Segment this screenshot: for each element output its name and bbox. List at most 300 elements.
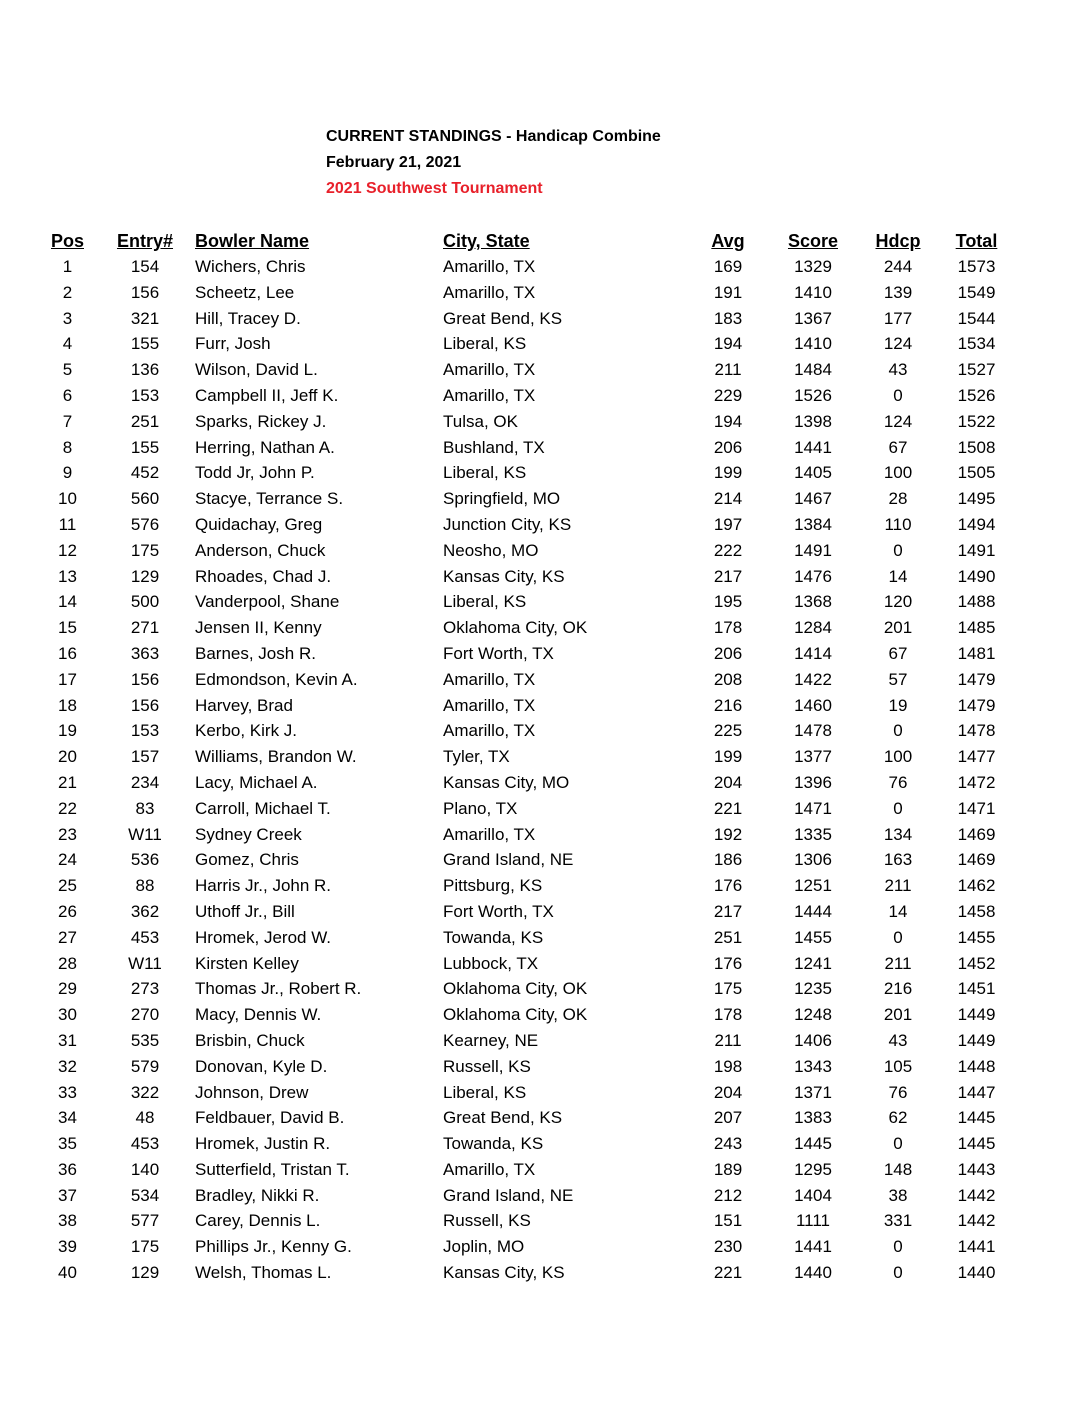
total-cell: 1462 (957, 876, 996, 896)
pos-cell: 37 (58, 1185, 77, 1205)
avg-cell: 229 (713, 385, 743, 405)
hdcp-cell: 105 (883, 1056, 913, 1076)
col-header-pos: Pos (50, 231, 84, 251)
table-row (40, 925, 1010, 951)
avg-cell: 214 (713, 489, 743, 509)
avg-cell: 169 (713, 257, 743, 276)
avg-cell: 208 (713, 669, 743, 689)
score-cell: 1476 (794, 566, 832, 586)
hdcp-cell: 216 (883, 979, 913, 999)
total-cell: 1449 (957, 1030, 996, 1050)
city-state-cell: Amarillo, TX (443, 669, 536, 689)
total-cell: 1472 (957, 772, 996, 792)
table-row (40, 564, 1010, 590)
table-row (40, 486, 1010, 512)
score-cell: 1422 (794, 669, 832, 689)
avg-cell: 186 (713, 850, 743, 870)
pos-cell: 33 (58, 1082, 77, 1102)
bowler-name-cell: Bradley, Nikki R. (195, 1185, 320, 1205)
entry-cell: 83 (135, 798, 155, 818)
hdcp-cell: 57 (888, 669, 908, 689)
bowler-name-cell: Uthoff Jr., Bill (195, 901, 295, 921)
entry-cell: 500 (130, 592, 160, 612)
table-row (40, 796, 1010, 822)
pos-cell: 17 (58, 669, 77, 689)
hdcp-cell: 0 (893, 1263, 903, 1283)
entry-cell: 140 (130, 1159, 160, 1179)
avg-cell: 243 (713, 1134, 743, 1154)
total-cell: 1495 (957, 489, 996, 509)
score-cell: 1414 (794, 643, 832, 663)
table-row (40, 589, 1010, 615)
bowler-name-cell: Hromek, Jerod W. (195, 927, 332, 947)
entry-cell: W11 (128, 824, 162, 844)
entry-cell: W11 (128, 953, 162, 973)
entry-cell: 271 (130, 618, 160, 638)
avg-cell: 251 (713, 927, 743, 947)
total-cell: 1442 (957, 1185, 996, 1205)
hdcp-cell: 201 (883, 618, 913, 638)
bowler-name-cell: Barnes, Josh R. (195, 643, 316, 663)
total-cell: 1505 (957, 463, 996, 483)
avg-cell: 207 (713, 1108, 743, 1128)
total-cell: 1469 (957, 850, 996, 870)
avg-cell: 195 (713, 592, 743, 612)
hdcp-cell: 0 (893, 927, 903, 947)
table-row (40, 512, 1010, 538)
col-header-avg: Avg (711, 231, 745, 251)
city-state-cell: Amarillo, TX (443, 360, 536, 380)
bowler-name-cell: Campbell II, Jeff K. (195, 385, 339, 405)
city-state-cell: Fort Worth, TX (443, 643, 554, 663)
total-cell: 1445 (957, 1134, 996, 1154)
avg-cell: 211 (714, 360, 742, 380)
pos-cell: 14 (58, 592, 77, 612)
entry-cell: 175 (130, 1237, 160, 1257)
hdcp-cell: 139 (883, 282, 913, 302)
table-row (40, 331, 1010, 357)
bowler-name-cell: Sydney Creek (195, 824, 302, 844)
pos-cell: 29 (58, 979, 77, 999)
entry-cell: 273 (130, 979, 160, 999)
col-header-entry: Entry# (116, 231, 174, 251)
table-row (40, 409, 1010, 435)
total-cell: 1452 (957, 953, 996, 973)
avg-cell: 183 (713, 308, 743, 328)
bowler-name-cell: Anderson, Chuck (195, 540, 326, 560)
hdcp-cell: 0 (893, 540, 903, 560)
total-cell: 1445 (957, 1108, 996, 1128)
bowler-name-cell: Gomez, Chris (195, 850, 299, 870)
hdcp-cell: 0 (893, 385, 903, 405)
pos-cell: 27 (58, 927, 77, 947)
bowler-name-cell: Williams, Brandon W. (195, 747, 357, 767)
table-row (40, 1208, 1010, 1234)
avg-cell: 199 (713, 463, 743, 483)
total-cell: 1440 (957, 1263, 996, 1283)
city-state-cell: Kansas City, KS (443, 1263, 565, 1283)
score-cell: 1384 (794, 514, 832, 534)
bowler-name-cell: Welsh, Thomas L. (195, 1263, 332, 1283)
score-cell: 1410 (794, 282, 832, 302)
pos-cell: 19 (58, 721, 77, 741)
total-cell: 1477 (957, 747, 996, 767)
hdcp-cell: 177 (883, 308, 913, 328)
avg-cell: 176 (713, 953, 743, 973)
score-cell: 1248 (794, 1005, 832, 1025)
hdcp-cell: 0 (893, 798, 903, 818)
score-cell: 1396 (794, 772, 832, 792)
total-cell: 1534 (957, 334, 996, 354)
city-state-cell: Neosho, MO (443, 540, 539, 560)
entry-cell: 156 (130, 669, 160, 689)
avg-cell: 197 (713, 514, 743, 534)
table-row (40, 1260, 1010, 1286)
entry-cell: 154 (130, 257, 160, 276)
table-row (40, 280, 1010, 306)
standings-table (40, 228, 1010, 1286)
entry-cell: 129 (130, 1263, 160, 1283)
table-row (40, 744, 1010, 770)
score-cell: 1377 (794, 747, 832, 767)
avg-cell: 176 (713, 876, 743, 896)
avg-cell: 211 (714, 1030, 742, 1050)
avg-cell: 175 (713, 979, 743, 999)
hdcp-cell: 43 (888, 360, 908, 380)
entry-cell: 363 (130, 643, 160, 663)
hdcp-cell: 124 (883, 411, 913, 431)
avg-cell: 221 (713, 798, 743, 818)
score-cell: 1383 (794, 1108, 832, 1128)
city-state-cell: Amarillo, TX (443, 282, 536, 302)
avg-cell: 178 (713, 1005, 743, 1025)
score-cell: 1406 (794, 1030, 832, 1050)
score-cell: 1241 (794, 953, 832, 973)
city-state-cell: Joplin, MO (443, 1237, 525, 1257)
avg-cell: 204 (713, 772, 743, 792)
bowler-name-cell: Harvey, Brad (195, 695, 293, 715)
avg-cell: 217 (713, 901, 743, 921)
city-state-cell: Liberal, KS (443, 592, 527, 612)
pos-cell: 9 (62, 463, 73, 483)
bowler-name-cell: Wilson, David L. (195, 360, 318, 380)
entry-cell: 129 (130, 566, 160, 586)
document-header (326, 124, 661, 202)
col-header-name: Bowler Name (195, 231, 310, 251)
total-cell: 1479 (957, 695, 996, 715)
avg-cell: 216 (713, 695, 743, 715)
table-row (40, 1028, 1010, 1054)
score-cell: 1251 (794, 876, 832, 896)
city-state-cell: Oklahoma City, OK (443, 979, 588, 999)
total-cell: 1549 (957, 282, 996, 302)
score-cell: 1410 (794, 334, 832, 354)
total-cell: 1443 (957, 1159, 996, 1179)
table-row (40, 1183, 1010, 1209)
city-state-cell: Grand Island, NE (443, 850, 574, 870)
avg-cell: 230 (713, 1237, 743, 1257)
pos-cell: 26 (58, 901, 77, 921)
total-cell: 1458 (957, 901, 996, 921)
pos-cell: 23 (58, 824, 77, 844)
entry-cell: 156 (130, 282, 160, 302)
score-cell: 1478 (794, 721, 832, 741)
city-state-cell: Amarillo, TX (443, 385, 536, 405)
table-row (40, 693, 1010, 719)
total-cell: 1478 (957, 721, 996, 741)
entry-cell: 88 (135, 876, 155, 896)
entry-cell: 153 (130, 385, 160, 405)
avg-cell: 192 (713, 824, 743, 844)
city-state-cell: Tyler, TX (443, 747, 510, 767)
hdcp-cell: 43 (888, 1030, 908, 1050)
entry-cell: 453 (130, 1134, 160, 1154)
entry-cell: 362 (130, 901, 160, 921)
city-state-cell: Russell, KS (443, 1211, 531, 1231)
city-state-cell: Great Bend, KS (443, 1108, 563, 1128)
document-title: CURRENT STANDINGS - Handicap Combine (326, 128, 661, 145)
avg-cell: 199 (713, 747, 743, 767)
city-state-cell: Fort Worth, TX (443, 901, 554, 921)
pos-cell: 6 (62, 385, 73, 405)
city-state-cell: Amarillo, TX (443, 695, 536, 715)
bowler-name-cell: Kirsten Kelley (195, 953, 299, 973)
hdcp-cell: 100 (883, 463, 913, 483)
score-cell: 1471 (794, 798, 832, 818)
entry-cell: 321 (130, 308, 160, 328)
city-state-cell: Lubbock, TX (443, 953, 539, 973)
total-cell: 1448 (957, 1056, 996, 1076)
score-cell: 1460 (794, 695, 832, 715)
hdcp-cell: 76 (888, 772, 908, 792)
total-cell: 1526 (957, 385, 996, 405)
pos-cell: 22 (58, 798, 77, 818)
hdcp-cell: 163 (883, 850, 913, 870)
city-state-cell: Grand Island, NE (443, 1185, 574, 1205)
total-cell: 1490 (957, 566, 996, 586)
entry-cell: 536 (130, 850, 160, 870)
table-row (40, 1080, 1010, 1106)
total-cell: 1469 (957, 824, 996, 844)
table-row (40, 1157, 1010, 1183)
pos-cell: 12 (58, 540, 77, 560)
hdcp-cell: 201 (883, 1005, 913, 1025)
hdcp-cell: 67 (888, 437, 908, 457)
pos-cell: 5 (62, 360, 73, 380)
bowler-name-cell: Furr, Josh (195, 334, 271, 354)
bowler-name-cell: Carey, Dennis L. (195, 1211, 321, 1231)
bowler-name-cell: Stacye, Terrance S. (195, 489, 344, 509)
entry-cell: 157 (130, 747, 160, 767)
score-cell: 1398 (794, 411, 832, 431)
pos-cell: 7 (62, 411, 73, 431)
table-row (40, 306, 1010, 332)
total-cell: 1455 (957, 927, 996, 947)
hdcp-cell: 14 (888, 566, 908, 586)
header-row (40, 228, 1010, 254)
city-state-cell: Russell, KS (443, 1056, 531, 1076)
table-row (40, 667, 1010, 693)
bowler-name-cell: Wichers, Chris (195, 257, 306, 276)
city-state-cell: Amarillo, TX (443, 824, 536, 844)
entry-cell: 577 (130, 1211, 160, 1231)
score-cell: 1371 (794, 1082, 832, 1102)
score-cell: 1444 (794, 901, 832, 921)
bowler-name-cell: Phillips Jr., Kenny G. (195, 1237, 352, 1257)
total-cell: 1447 (957, 1082, 996, 1102)
hdcp-cell: 67 (888, 643, 908, 663)
score-cell: 1284 (794, 618, 832, 638)
score-cell: 1343 (794, 1056, 832, 1076)
hdcp-cell: 0 (893, 1237, 903, 1257)
avg-cell: 206 (713, 437, 743, 457)
hdcp-cell: 19 (888, 695, 908, 715)
bowler-name-cell: Kerbo, Kirk J. (195, 721, 298, 741)
avg-cell: 151 (713, 1211, 743, 1231)
pos-cell: 38 (58, 1211, 77, 1231)
bowler-name-cell: Brisbin, Chuck (195, 1030, 305, 1050)
hdcp-cell: 134 (883, 824, 913, 844)
bowler-name-cell: Harris Jr., John R. (195, 876, 332, 896)
entry-cell: 155 (130, 437, 160, 457)
avg-cell: 225 (713, 721, 743, 741)
score-cell: 1441 (794, 437, 832, 457)
total-cell: 1494 (957, 514, 996, 534)
avg-cell: 212 (713, 1185, 743, 1205)
entry-cell: 270 (130, 1005, 160, 1025)
bowler-name-cell: Feldbauer, David B. (195, 1108, 345, 1128)
city-state-cell: Bushland, TX (443, 437, 545, 457)
entry-cell: 560 (130, 489, 160, 509)
city-state-cell: Oklahoma City, OK (443, 1005, 588, 1025)
city-state-cell: Towanda, KS (443, 1134, 544, 1154)
score-cell: 1440 (794, 1263, 832, 1283)
hdcp-cell: 110 (884, 514, 912, 534)
hdcp-cell: 211 (884, 876, 912, 896)
total-cell: 1442 (957, 1211, 996, 1231)
pos-cell: 15 (58, 618, 77, 638)
table-row (40, 1054, 1010, 1080)
city-state-cell: Liberal, KS (443, 463, 527, 483)
bowler-name-cell: Herring, Nathan A. (195, 437, 335, 457)
avg-cell: 217 (713, 566, 743, 586)
pos-cell: 21 (58, 772, 77, 792)
pos-cell: 8 (62, 437, 73, 457)
total-cell: 1441 (957, 1237, 996, 1257)
score-cell: 1526 (794, 385, 832, 405)
entry-cell: 535 (130, 1030, 160, 1050)
avg-cell: 204 (713, 1082, 743, 1102)
city-state-cell: Amarillo, TX (443, 257, 536, 276)
bowler-name-cell: Carroll, Michael T. (195, 798, 331, 818)
table-row (40, 460, 1010, 486)
total-cell: 1488 (957, 592, 996, 612)
city-state-cell: Liberal, KS (443, 1082, 527, 1102)
entry-cell: 453 (130, 927, 160, 947)
hdcp-cell: 148 (883, 1159, 913, 1179)
bowler-name-cell: Johnson, Drew (195, 1082, 309, 1102)
city-state-cell: Pittsburg, KS (443, 876, 543, 896)
pos-cell: 3 (62, 308, 73, 328)
avg-cell: 191 (713, 282, 743, 302)
bowler-name-cell: Todd Jr, John P. (195, 463, 315, 483)
table-row (40, 951, 1010, 977)
table-row (40, 718, 1010, 744)
entry-cell: 156 (130, 695, 160, 715)
bowler-name-cell: Quidachay, Greg (195, 514, 323, 534)
total-cell: 1471 (957, 798, 996, 818)
entry-cell: 48 (135, 1108, 155, 1128)
tournament-name: 2021 Southwest Tournament (326, 180, 543, 197)
table-row (40, 822, 1010, 848)
pos-cell: 4 (62, 334, 73, 354)
pos-cell: 34 (58, 1108, 77, 1128)
score-cell: 1445 (794, 1134, 832, 1154)
hdcp-cell: 124 (883, 334, 913, 354)
col-header-city: City, State (443, 231, 530, 251)
table-row (40, 538, 1010, 564)
total-cell: 1544 (957, 308, 996, 328)
hdcp-cell: 211 (884, 953, 912, 973)
pos-cell: 30 (58, 1005, 77, 1025)
table-row (40, 873, 1010, 899)
total-cell: 1527 (957, 360, 996, 380)
entry-cell: 153 (130, 721, 160, 741)
table-row (40, 1105, 1010, 1131)
avg-cell: 194 (713, 334, 743, 354)
score-cell: 1455 (794, 927, 832, 947)
avg-cell: 221 (713, 1263, 743, 1283)
pos-cell: 31 (58, 1030, 77, 1050)
table-row (40, 899, 1010, 925)
hdcp-cell: 38 (888, 1185, 908, 1205)
hdcp-cell: 120 (883, 592, 913, 612)
city-state-cell: Tulsa, OK (443, 411, 518, 431)
hdcp-cell: 244 (883, 257, 913, 276)
hdcp-cell: 62 (888, 1108, 908, 1128)
avg-cell: 222 (713, 540, 743, 560)
score-cell: 1367 (794, 308, 832, 328)
pos-cell: 18 (58, 695, 77, 715)
table-row (40, 770, 1010, 796)
city-state-cell: Springfield, MO (443, 489, 561, 509)
hdcp-cell: 28 (888, 489, 908, 509)
entry-cell: 579 (130, 1056, 160, 1076)
city-state-cell: Plano, TX (443, 798, 518, 818)
total-cell: 1485 (957, 618, 996, 638)
entry-cell: 576 (130, 514, 160, 534)
avg-cell: 206 (713, 643, 743, 663)
entry-cell: 322 (130, 1082, 160, 1102)
table-row (40, 1002, 1010, 1028)
entry-cell: 251 (130, 411, 160, 431)
city-state-cell: Towanda, KS (443, 927, 544, 947)
total-cell: 1479 (957, 669, 996, 689)
entry-cell: 534 (130, 1185, 160, 1205)
score-cell: 1441 (794, 1237, 832, 1257)
hdcp-cell: 100 (883, 747, 913, 767)
hdcp-cell: 0 (893, 1134, 903, 1154)
table-row (40, 254, 1010, 280)
entry-cell: 136 (130, 360, 160, 380)
avg-cell: 194 (713, 411, 743, 431)
total-cell: 1481 (957, 643, 996, 663)
avg-cell: 178 (713, 618, 743, 638)
score-cell: 1335 (794, 824, 832, 844)
pos-cell: 28 (58, 953, 77, 973)
pos-cell: 39 (58, 1237, 77, 1257)
table-row (40, 435, 1010, 461)
